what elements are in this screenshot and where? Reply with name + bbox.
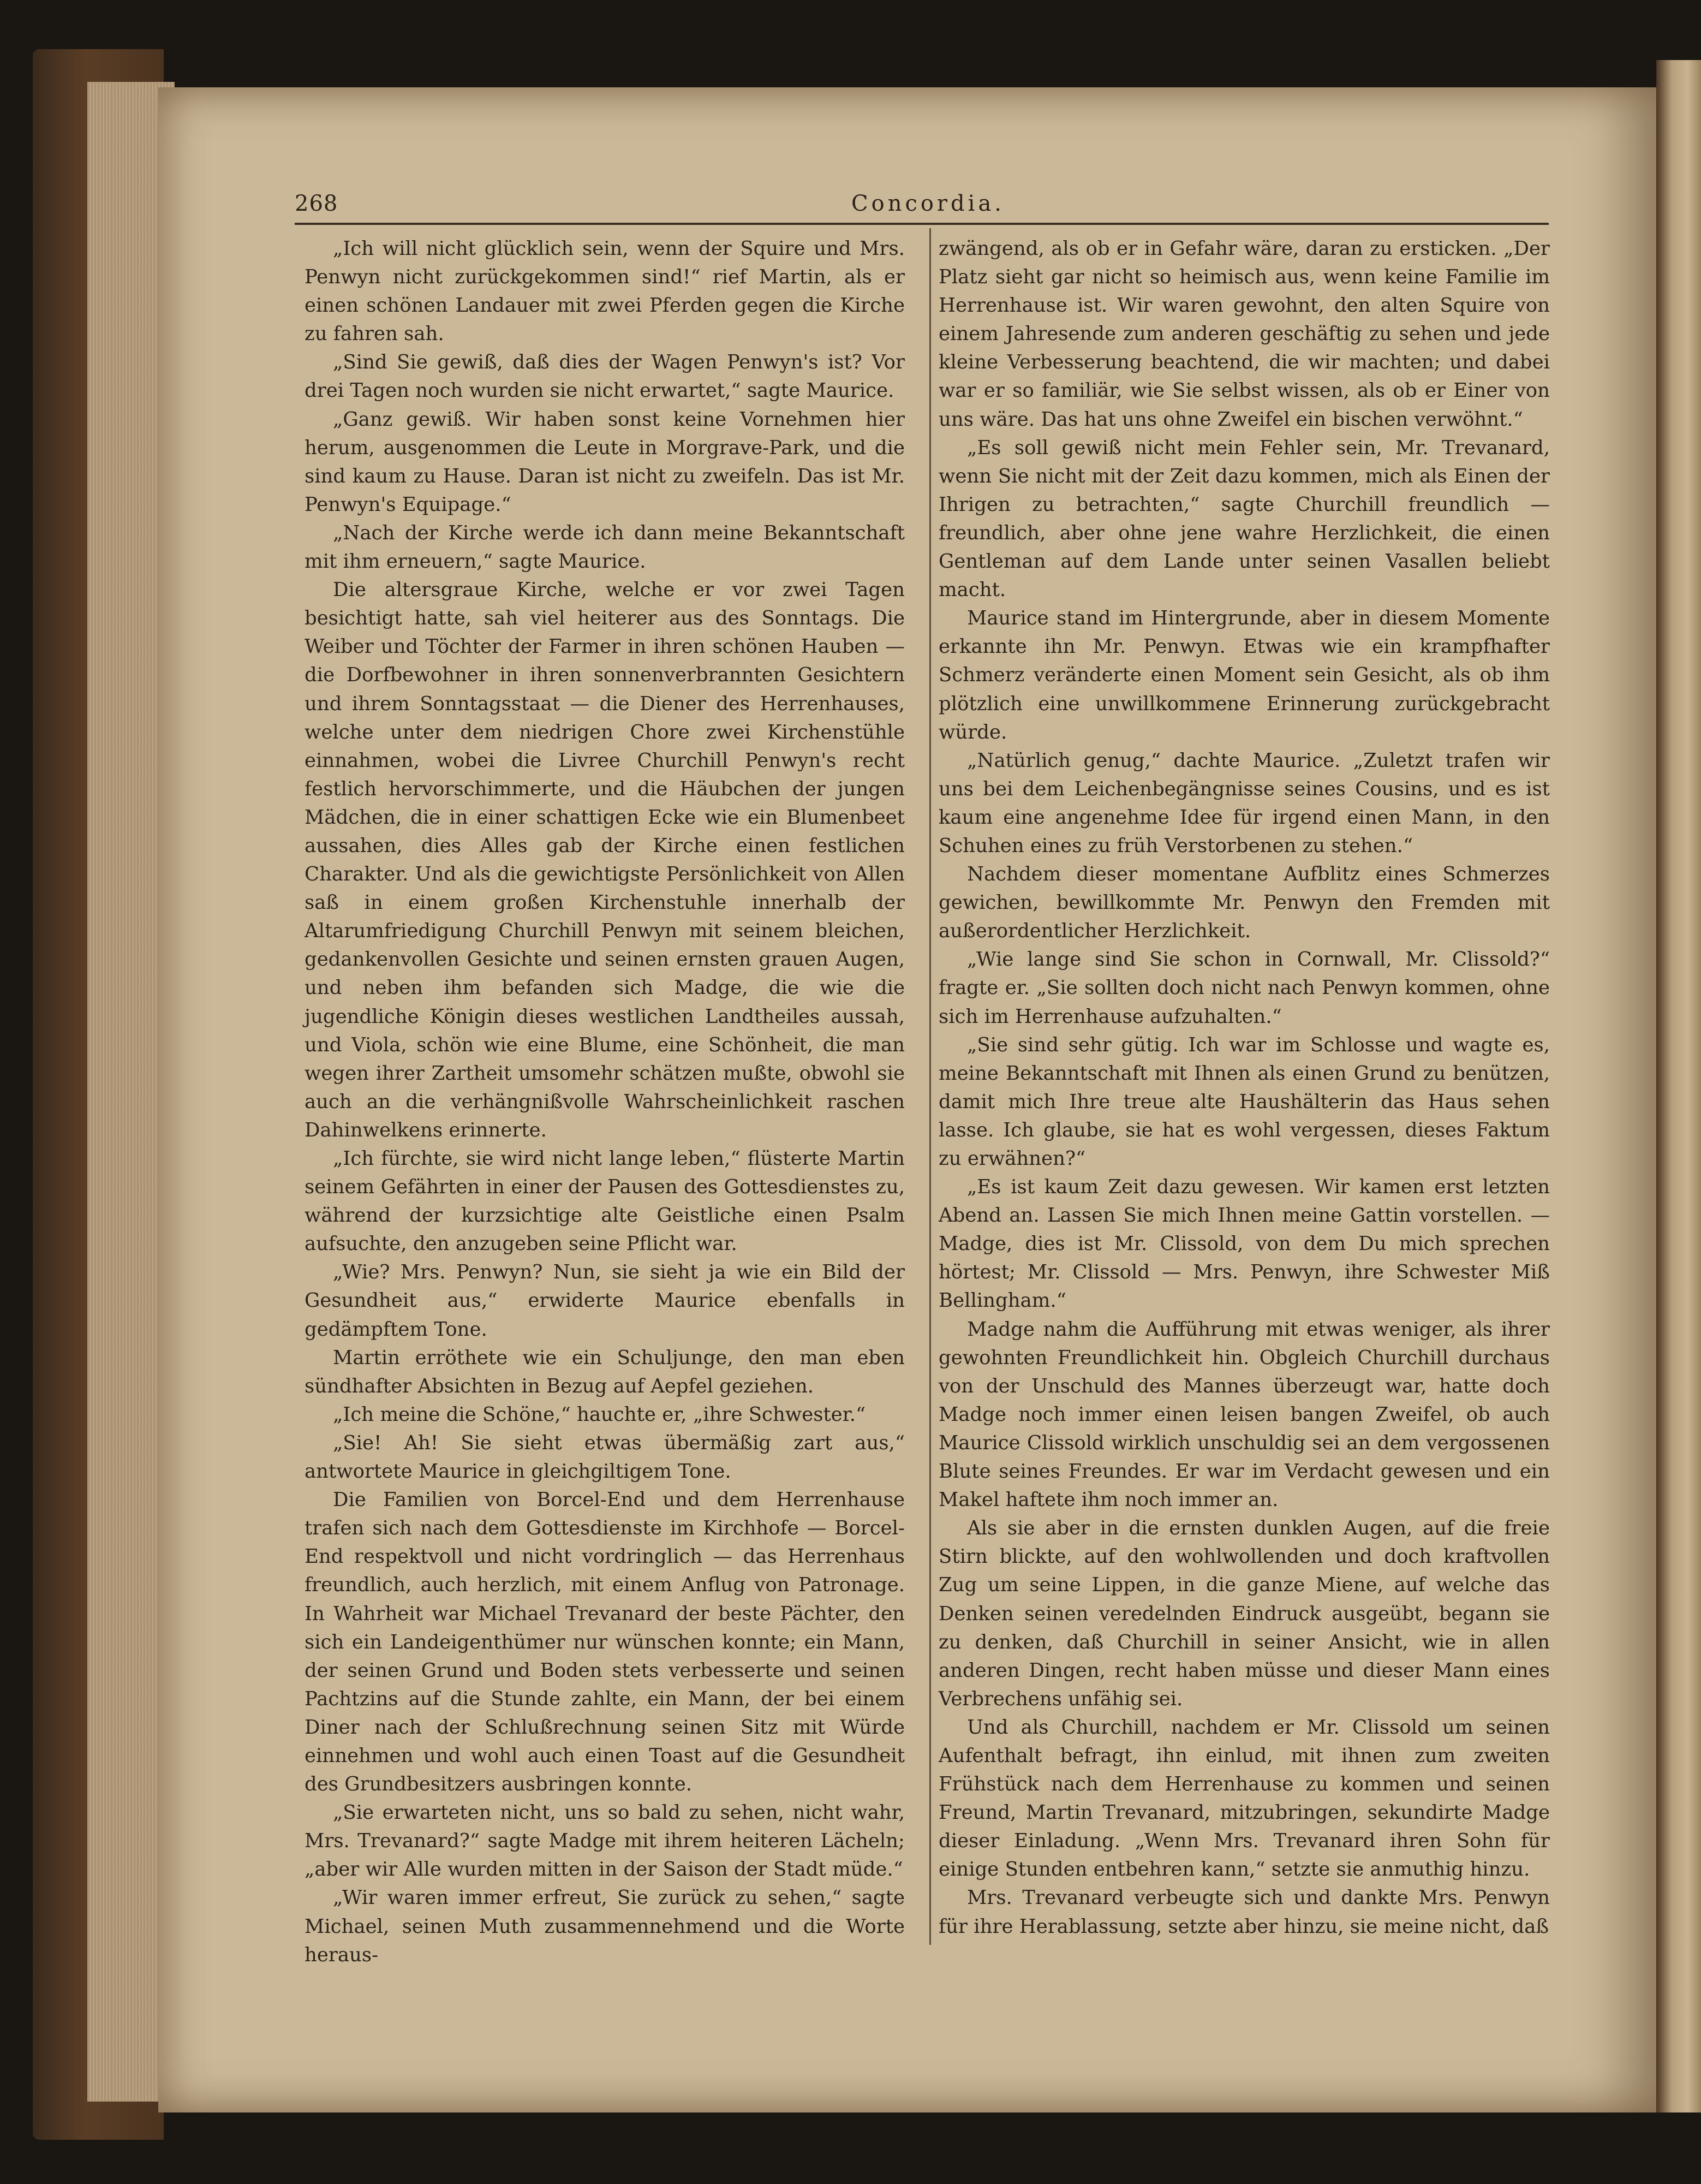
left-column	[305, 235, 905, 1969]
paragraph: Mrs. Trevanard verbeugte sich und dankte Mrs. Penwyn für ihre Herablassung, setzte aber hinzu, sie meine nicht, daß	[939, 1887, 1550, 1938]
facing-page-edge	[1656, 60, 1701, 2112]
paragraph: „Wie lange sind Sie schon in Cornwall, Mr. Clissold?“ fragte er. „Sie sollten doch nicht nach Penwyn kommen, ohne sich im Herrenhause aufzuhalten.“	[939, 948, 1550, 1028]
right-column	[939, 235, 1550, 1941]
paragraph: „Nach der Kirche werde ich dann meine Bekanntschaft mit ihm erneuern,“ sagte Maurice.	[305, 521, 905, 573]
paragraph: „Natürlich genug,“ dachte Maurice. „Zuletzt trafen wir uns bei dem Leichenbegängnisse seines Cousins, und es ist kaum eine angenehme Idee für irgend einen Mann, in den Schuhen eines zu früh Verstorbenen zu stehen.“	[939, 749, 1550, 857]
paragraph: „Ganz gewiß. Wir haben sonst keine Vornehmen hier herum, ausgenommen die Leute in Morgrave-Park, und die sind kaum zu Hause. Daran ist nicht zu zweifeln. Das ist Mr. Penwyn's Equipage.“	[305, 408, 905, 516]
paragraph: Maurice stand im Hintergrunde, aber in diesem Momente erkannte ihn Mr. Penwyn. Etwas wie ein krampfhafter Schmerz veränderte einen Moment sein Gesicht, als ob ihm plötzlich eine unwillkommene Erinnerung zurückgebracht würde.	[939, 607, 1550, 743]
paragraph-continuation: zwängend, als ob er in Gefahr wäre, daran zu ersticken. „Der Platz sieht gar nicht so heimisch aus, wenn keine Familie im Herrenhause ist. Wir waren gewohnt, den alten Squire von einem Jahresende zum anderen geschäftig zu sehen und jede kleine Verbesserung beachtend, die wir machten; und dabei war er so familiär, wie Sie selbst wissen, als ob er Einer von uns wäre. Das hat uns ohne Zweifel ein bischen verwöhnt.“	[939, 237, 1550, 431]
paragraph: „Wir waren immer erfreut, Sie zurück zu sehen,“ sagte Michael, seinen Muth zusammennehmend und die Worte heraus-	[305, 1887, 905, 1966]
paragraph: „Sie! Ah! Sie sieht etwas übermäßig zart aus,“ antwortete Maurice in gleichgiltigem Tone.	[305, 1431, 905, 1483]
paragraph: Und als Churchill, nachdem er Mr. Clissold um seinen Aufenthalt befragt, ihn einlud, mit ihnen zum zweiten Frühstück nach dem Herrenhause zu kommen und seinen Freund, Martin Trevanard, mitzubringen, sekundirte Madge dieser Einladung. „Wenn Mrs. Trevanard ihren Sohn für einige Stunden entbehren kann,“ setzte sie anmuthig hinzu.	[939, 1716, 1550, 1881]
paragraph: Die altersgraue Kirche, welche er vor zwei Tagen besichtigt hatte, sah viel heiterer aus des Sonntags. Die Weiber und Töchter der Farmer in ihren schönen Hauben — die Dorfbewohner in ihren sonnenverbrannten Gesichtern und ihrem Sonntagsstaat — die Diener des Herrenhauses, welche unter dem niedrigen Chore zwei Kirchenstühle einnahmen, wobei die Livree Churchill Penwyn's recht festlich hervorschimmerte, und die Häubchen der jungen Mädchen, die in einer schattigen Ecke wie ein Blumenbeet aussahen, dies Alles gab der Kirche einen festlichen Charakter. Und als die gewichtigste Persönlichkeit von Allen saß in einem großen Kirchenstuhle innerhalb der Altarumfriedigung Churchill Penwyn mit seinem bleichen, gedankenvollen Gesichte und seinen ernsten grauen Augen, und neben ihm befanden sich Madge, die wie die jugendliche Königin dieses westlichen Landtheiles aussah, und Viola, schön wie eine Blume, eine Schönheit, die man wegen ihrer Zartheit umsomehr schätzen mußte, obwohl sie auch an die verhängnißvolle Wahrscheinlichkeit raschen Dahinwelkens erinnerte.	[305, 579, 905, 1141]
paragraph: „Ich meine die Schöne,“ hauchte er, „ihre Schwester.“	[333, 1403, 866, 1426]
paragraph: Die Familien von Borcel-End und dem Herrenhause trafen sich nach dem Gottesdienste im Kirchhofe — Borcel-End respektvoll und nicht vordringlich — das Herrenhaus freundlich, auch herzlich, mit einem Anflug von Patronage. In Wahrheit war Michael Trevanard der beste Pächter, den sich ein Landeigenthümer nur wünschen konnte; ein Mann, der seinen Grund und Boden stets verbesserte und seinen Pachtzins auf die Stunde zahlte, ein Mann, der bei einem Diner nach der Schlußrechnung seinen Sitz mit Würde einnehmen und wohl auch einen Toast auf die Gesundheit des Grundbesitzers ausbringen konnte.	[305, 1489, 905, 1796]
running-header	[295, 191, 1550, 218]
paragraph: „Es soll gewiß nicht mein Fehler sein, Mr. Trevanard, wenn Sie nicht mit der Zeit dazu kommen, mich als Einen der Ihrigen zu betrachten,“ sagte Churchill freundlich — freundlich, aber ohne jene wahre Herzlichkeit, die einen Gentleman auf dem Lande unter seinen Vasallen beliebt macht.	[939, 436, 1550, 602]
paragraph: „Es ist kaum Zeit dazu gewesen. Wir kamen erst letzten Abend an. Lassen Sie mich Ihnen meine Gattin vorstellen. — Madge, dies ist Mr. Clissold, von dem Du mich sprechen hörtest; Mr. Clissold — Mrs. Penwyn, ihre Schwester Miß Bellingham.“	[939, 1176, 1550, 1312]
column-divider	[929, 228, 931, 1945]
paragraph: Nachdem dieser momentane Aufblitz eines Schmerzes gewichen, bewillkommte Mr. Penwyn den Fremden mit außerordentlicher Herzlichkeit.	[939, 863, 1550, 943]
paragraph: Madge nahm die Aufführung mit etwas weniger, als ihrer gewohnten Freundlichkeit hin. Obgleich Churchill durchaus von der Unschuld des Mannes überzeugt war, hatte doch Madge noch immer einen leisen bangen Zweifel, ob auch Maurice Clissold wirklich unschuldig sei an dem vergossenen Blute seines Freundes. Er war im Verdacht gewesen und ein Makel haftete ihm noch immer an.	[939, 1318, 1550, 1511]
page-number: 268	[295, 191, 338, 216]
paragraph: „Wie? Mrs. Penwyn? Nun, sie sieht ja wie ein Bild der Gesundheit aus,“ erwiderte Maurice ebenfalls in gedämpftem Tone.	[305, 1261, 905, 1341]
journal-title: Concordia.	[851, 191, 1005, 216]
paragraph: „Ich will nicht glücklich sein, wenn der Squire und Mrs. Penwyn nicht zurückgekommen sind!“ rief Martin, als er einen schönen Landauer mit zwei Pferden gegen die Kirche zu fahren sah.	[305, 237, 905, 346]
header-rule	[295, 223, 1549, 225]
paragraph: „Sie sind sehr gütig. Ich war im Schlosse und wagte es, meine Bekanntschaft mit Ihnen als einen Grund zu benützen, damit mich Ihre treue alte Haushälterin das Haus sehen lasse. Ich glaube, sie hat es wohl vergessen, dieses Faktum zu erwähnen?“	[939, 1033, 1550, 1170]
paragraph: „Sind Sie gewiß, daß dies der Wagen Penwyn's ist? Vor drei Tagen noch wurden sie nicht erwartet,“ sagte Maurice.	[305, 351, 905, 402]
paragraph: Martin erröthete wie ein Schuljunge, den man eben sündhafter Absichten in Bezug auf Aepfel geziehen.	[305, 1346, 905, 1397]
paragraph: Als sie aber in die ernsten dunklen Augen, auf die freie Stirn blickte, auf den wohlwollenden und doch kraftvollen Zug um seine Lippen, in die ganze Miene, auf welche das Denken seinen veredelnden Eindruck ausgeübt, begann sie zu denken, daß Churchill in seiner Ansicht, wie in allen anderen Dingen, recht haben müsse und dieser Mann eines Verbrechens unfähig sei.	[939, 1517, 1550, 1710]
paragraph: „Sie erwarteten nicht, uns so bald zu sehen, nicht wahr, Mrs. Trevanard?“ sagte Madge mit ihrem heiteren Lächeln; „aber wir Alle wurden mitten in der Saison der Stadt müde.“	[305, 1801, 905, 1881]
paragraph: „Ich fürchte, sie wird nicht lange leben,“ flüsterte Martin seinem Gefährten in einer der Pausen des Gottesdienstes zu, während der kurzsichtige alte Geistliche einen Psalm aufsuchte, den anzugeben seine Pflicht war.	[305, 1147, 905, 1255]
